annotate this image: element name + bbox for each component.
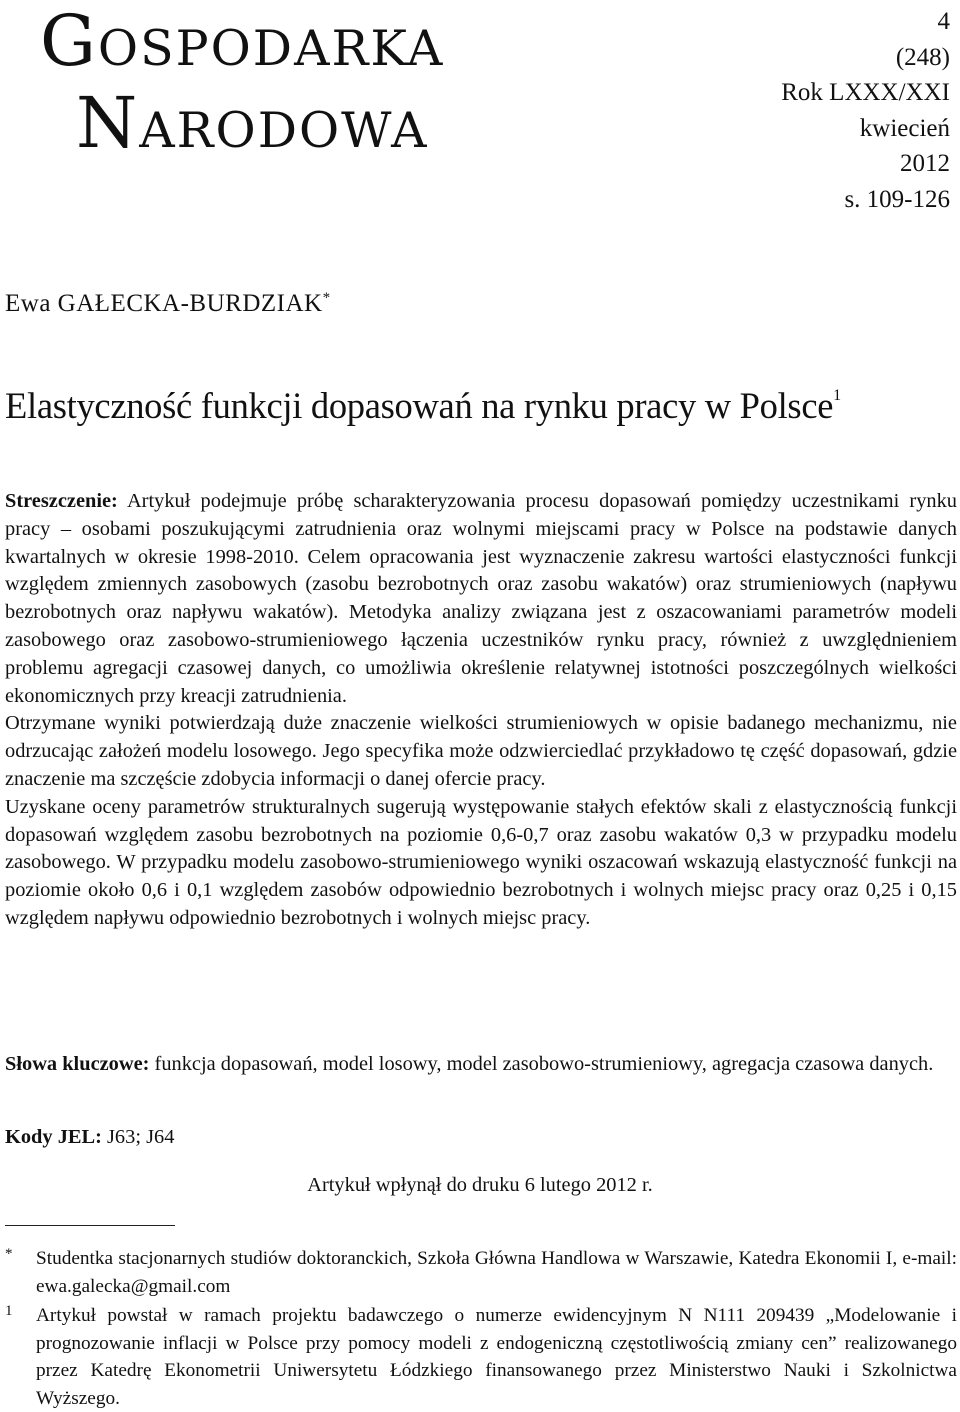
issue-number: 4 bbox=[937, 8, 950, 35]
keywords-label: Słowa kluczowe: bbox=[5, 1053, 150, 1075]
journal-title-line1: Gospodarka bbox=[40, 0, 445, 82]
abstract-paragraph-1 bbox=[5, 488, 957, 710]
abstract bbox=[5, 488, 957, 933]
footnote-text: Artykuł powstał w ramach projektu badawczego o numerze ewidencyjnym N N111 209439 „Modelowanie i prognozowanie inflacji w Polsce przy pomocy modeli z endogeniczną częstotliwością zmiany cen” realizowanego przez Katedrę Ekonometrii Uniwersytetu Łódzkiego finansowanego przez Ministerstwo Nauki i Szkolnictwa Wyższego. bbox=[36, 1305, 957, 1409]
issue-pages: s. 109-126 bbox=[844, 185, 950, 213]
article-title-footnote-mark: 1 bbox=[833, 387, 841, 404]
jel-codes bbox=[5, 1124, 174, 1152]
author-footnote-mark: * bbox=[322, 290, 331, 306]
journal-title bbox=[40, 0, 444, 164]
received-date: Artykuł wpłynął do druku 6 lutego 2012 r. bbox=[307, 1174, 653, 1196]
issue-sequence: (248) bbox=[895, 43, 950, 71]
footnote-project bbox=[5, 1302, 957, 1412]
keywords bbox=[5, 1051, 957, 1079]
author bbox=[5, 290, 331, 318]
journal-title-line2: Narodowa bbox=[76, 82, 429, 164]
jel-label: Kody JEL: bbox=[5, 1126, 102, 1148]
footnote-author bbox=[5, 1245, 957, 1300]
footnote-mark: * bbox=[5, 1246, 13, 1262]
abstract-paragraph-2: Otrzymane wyniki potwierdzają duże znaczenie wielkości strumieniowych w opisie badanego mechanizmu, nie odrzucając założeń modelu losowego. Jego specyfika może odzwierciedlać przykładowo tę część dopasowań, gdzie znaczenie ma szczęście zdobycia informacji o danej ofercie pracy. bbox=[5, 712, 957, 790]
abstract-text-1: Artykuł podejmuje próbę scharakteryzowania procesu dopasowań pomiędzy uczestnikami rynku pracy – osobami poszukującymi zatrudnienia oraz wolnymi miejscami pracy w Polsce na podstawie danych kwartalnych w okresie 1998-2010. Celem opracowania jest wyznaczenie zakresu wartości elastyczności funkcji względem zmiennych zasobowych (zasobu bezrobotnych oraz zasobu wakatów) oraz strumieniowych (napływu bezrobotnych oraz napływu wakatów). Metodyka analizy związana jest z oszacowaniami parametrów modeli zasobowego oraz zasobowo-strumieniowego łączenia uczestników rynku pracy, również z uwzględnieniem problemu agregacji czasowej danych, co umożliwia określenie relatywnej istotności poszczególnych wielkości ekonomicznych przy kreacji zatrudnienia. bbox=[5, 490, 957, 707]
footnote-divider bbox=[5, 1225, 175, 1226]
author-name: Ewa GAŁECKA-BURDZIAK bbox=[5, 290, 323, 317]
article-title-text: Elastyczność funkcji dopasowań na rynku pracy w Polsce bbox=[5, 385, 834, 426]
abstract-label: Streszczenie: bbox=[5, 490, 118, 512]
issue-year: 2012 bbox=[900, 150, 950, 177]
footnote-text: Studentka stacjonarnych studiów doktoranckich, Szkoła Główna Handlowa w Warszawie, Katedra Ekonomii I, e-mail: ewa.galecka@gmail.com bbox=[36, 1248, 957, 1297]
issue-year-roman: Rok LXXX/XXI bbox=[781, 79, 950, 106]
jel-values: J63; J64 bbox=[107, 1126, 175, 1148]
issue-info bbox=[690, 4, 950, 217]
keywords-text: funkcja dopasowań, model losowy, model zasobowo-strumieniowy, agregacja czasowa danych. bbox=[154, 1053, 934, 1075]
article-title bbox=[5, 384, 841, 427]
issue-month: kwiecień bbox=[859, 114, 950, 142]
abstract-paragraph-3: Uzyskane oceny parametrów strukturalnych sugerują występowanie stałych efektów skali z elastycznością funkcji dopasowań względem zasobu bezrobotnych na poziomie 0,6-0,7 oraz zasobu wakatów 0,3 w przypadku modelu zasobowego. W przypadku modelu zasobowo-strumieniowego wyniki oszacowań wskazują elastyczność funkcji na poziomie około 0,6 i 0,1 względem zasobów odpowiednio bezrobotnych i wolnych miejsc pracy oraz 0,25 i 0,15 względem napływu odpowiednio bezrobotnych i wolnych miejsc pracy. bbox=[5, 795, 957, 929]
footnote-mark: 1 bbox=[5, 1303, 13, 1319]
